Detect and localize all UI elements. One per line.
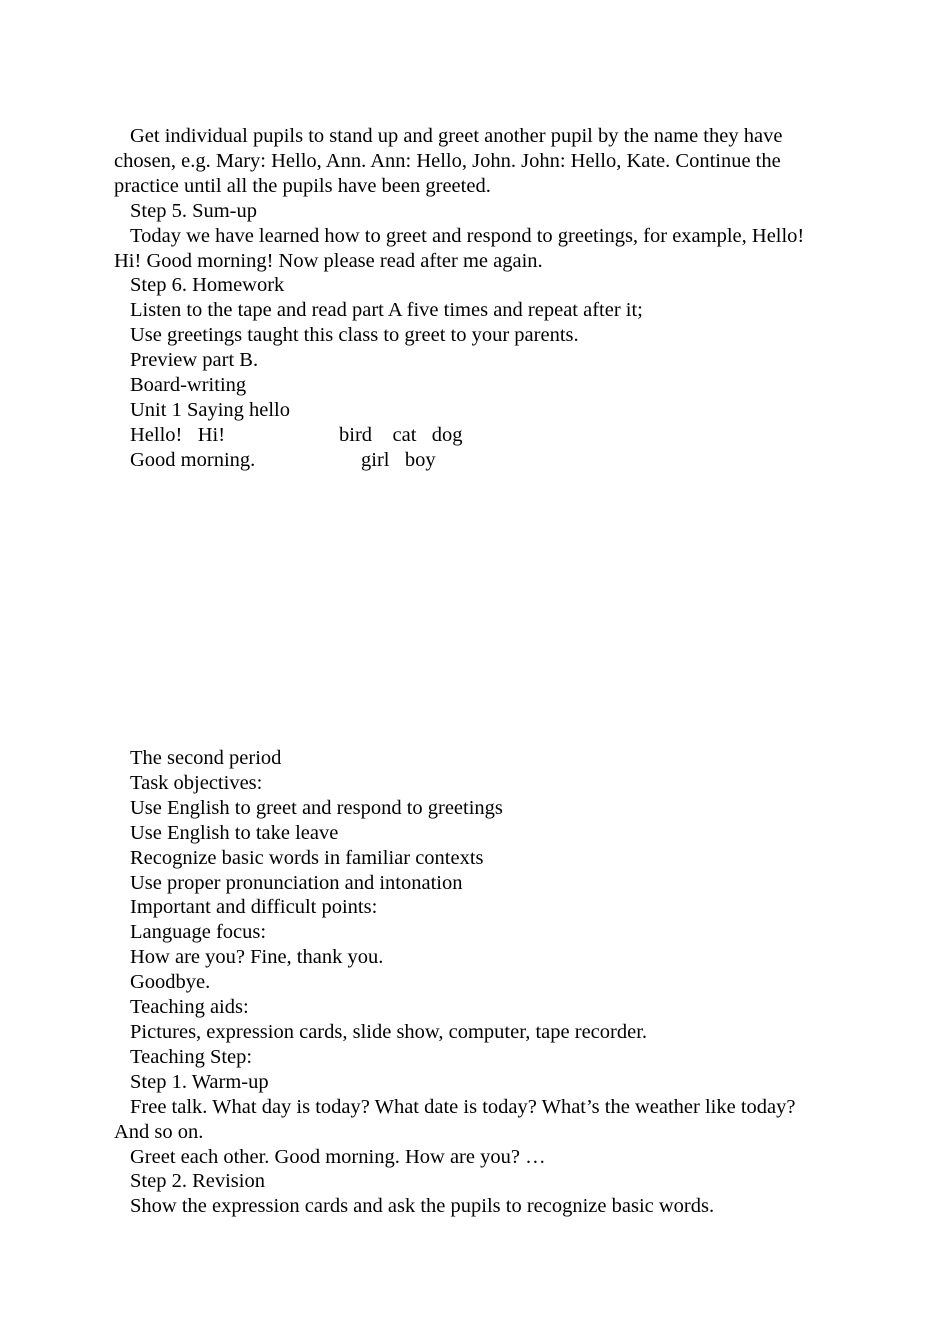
step1-paragraph: Free talk. What day is today? What date is today? What’s the weather like today? And so on. (114, 1095, 796, 1143)
homework-item: Preview part B. (130, 349, 259, 372)
objective-item: Recognize basic words in familiar contexts (130, 846, 484, 869)
period-title: The second period (130, 747, 282, 769)
step5-heading: Step 5. Sum-up (130, 199, 257, 222)
homework-item: Use greetings taught this class to greet to your parents. (130, 324, 579, 347)
unit-title: Unit 1 Saying hello (130, 398, 291, 421)
homework-item: Listen to the tape and read part A five times and repeat after it; (130, 299, 643, 322)
step6-heading: Step 6. Homework (130, 274, 285, 297)
points-heading: Important and difficult points: (130, 896, 378, 919)
objective-item: Use English to greet and respond to greetings (130, 796, 503, 819)
board-row-2 (114, 448, 814, 473)
step1-greet: Greet each other. Good morning. How are you? … (130, 1145, 546, 1168)
objectives-heading: Task objectives: (130, 771, 263, 794)
objective-item: Use English to take leave (130, 821, 339, 844)
board-row-1-right: bird cat dog (339, 423, 463, 446)
step1-heading: Step 1. Warm-up (130, 1070, 269, 1093)
focus-heading: Language focus: (130, 921, 267, 944)
board-row-1-left: Hello! Hi! (130, 423, 226, 446)
step2-paragraph: Show the expression cards and ask the pupils to recognize basic words. (130, 1195, 715, 1218)
focus-item: Goodbye. (130, 971, 211, 994)
step5-paragraph: Today we have learned how to greet and respond to greetings, for example, Hello! Hi! Good morning! Now please read after me again. (114, 224, 805, 272)
board-row-2-left: Good morning. (130, 448, 256, 471)
section-two (114, 746, 814, 1219)
aids-heading: Teaching aids: (130, 996, 249, 1019)
steps-heading: Teaching Step: (130, 1045, 253, 1068)
board-row-1 (114, 423, 814, 448)
board-row-2-right: girl boy (361, 448, 436, 471)
step2-heading: Step 2. Revision (130, 1170, 265, 1193)
greet-practice-paragraph: Get individual pupils to stand up and greet another pupil by the name they have chosen, e.g. Mary: Hello, Ann. Ann: Hello, John. John: Hello, Kate. Continue the practice until all the pupils have been greeted. (114, 125, 783, 197)
focus-item: How are you? Fine, thank you. (130, 946, 384, 969)
board-writing-heading: Board-writing (130, 374, 247, 397)
section-one (114, 124, 814, 473)
objective-item: Use proper pronunciation and intonation (130, 871, 463, 894)
aids-paragraph: Pictures, expression cards, slide show, computer, tape recorder. (130, 1020, 648, 1043)
